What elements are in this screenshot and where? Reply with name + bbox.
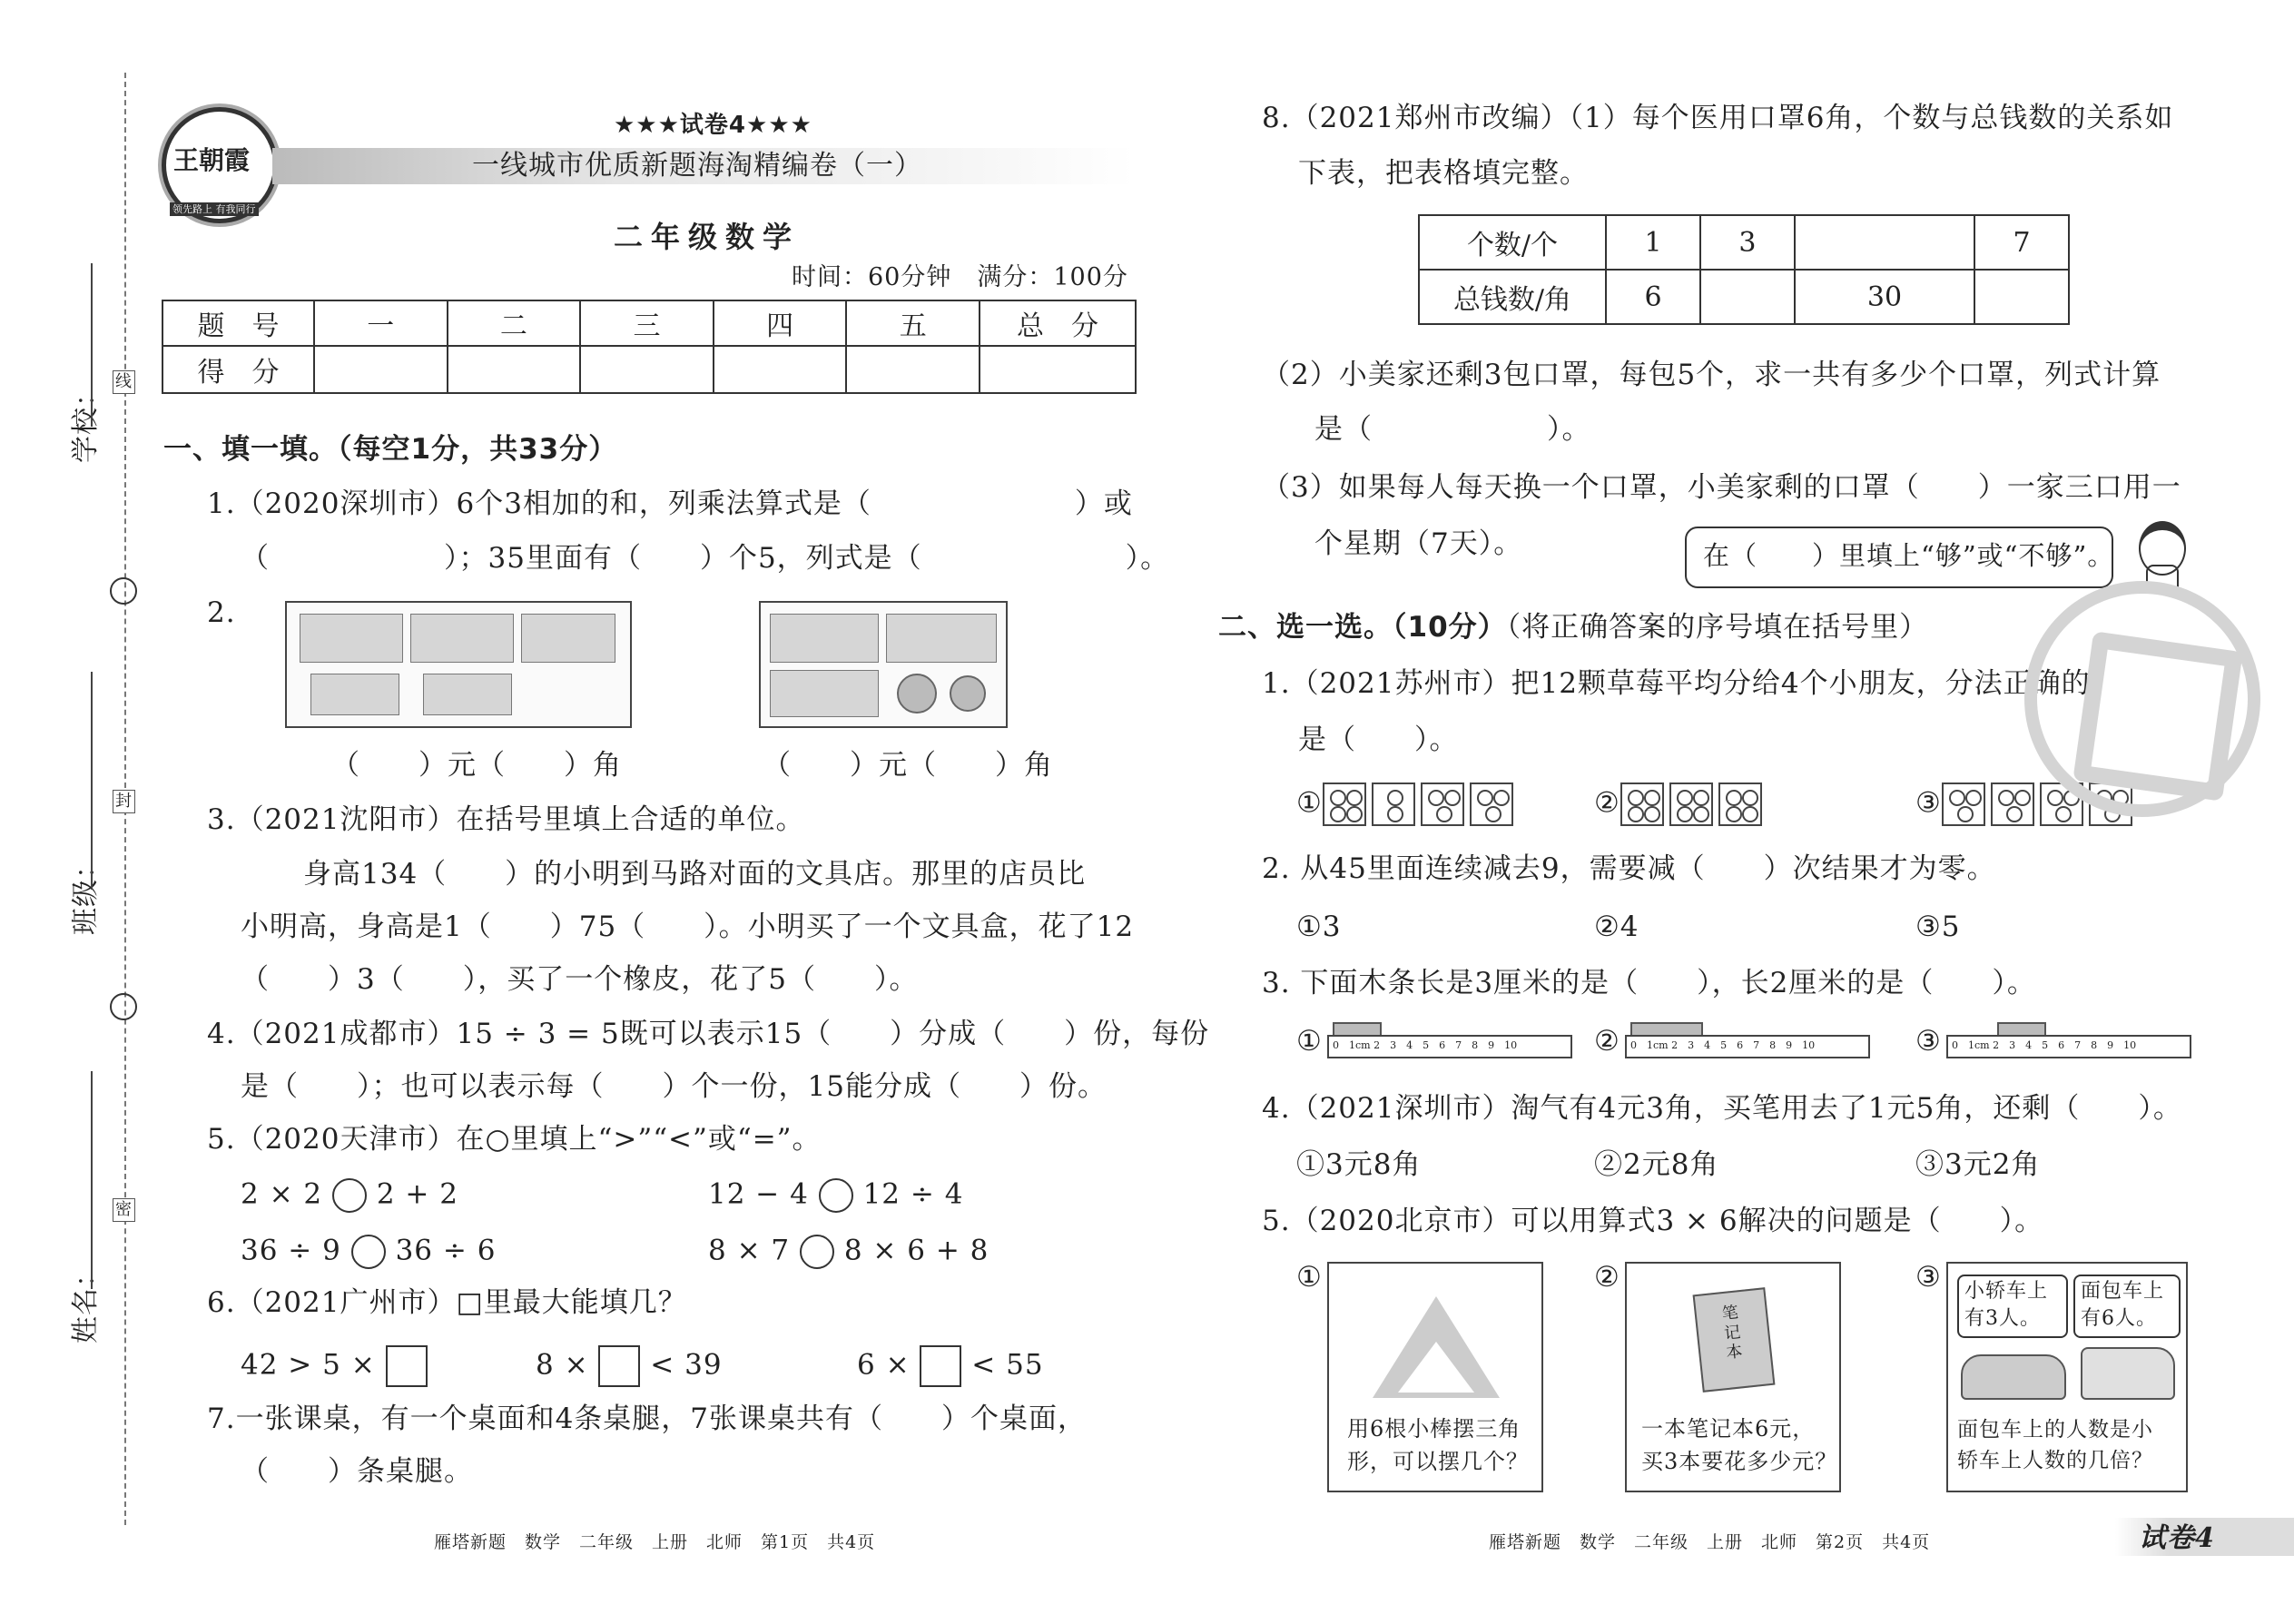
- compare-circle[interactable]: [819, 1178, 853, 1213]
- strawberry-group: [1620, 782, 1664, 826]
- q6-expr: 42 > 5 ×: [241, 1348, 376, 1382]
- mask-price-table: [1418, 214, 2070, 325]
- answer-box[interactable]: [386, 1345, 428, 1387]
- picture-question-line2: 形，可以摆几个？: [1347, 1449, 1529, 1474]
- q6-expr: < 55: [971, 1348, 1044, 1382]
- footer-left: 雁塔新题 数学 二年级 上册 北师 第1页 共4页: [434, 1532, 876, 1552]
- picture-question-line1: 面包车上的人数是小: [1957, 1418, 2153, 1442]
- money-picture-1: [285, 601, 632, 728]
- score-cell[interactable]: [448, 346, 581, 393]
- punch-hole-1: [110, 577, 137, 605]
- s2-q5: 5.（2020北京市）可以用算式3 × 6解决的问题是（ ）。: [1262, 1205, 2044, 1237]
- punch-hole-2: [110, 993, 137, 1020]
- q5-title: 5.（2020天津市）在○里填上“>”“<”或“=”。: [207, 1123, 822, 1156]
- s2-q1-line1: 1.（2021苏州市）把12颗草莓平均分给4个小朋友，分法正确的: [1262, 667, 2091, 700]
- s2-q1-line2: 是（ ）。: [1298, 723, 1459, 756]
- mask-table-blank[interactable]: [1795, 215, 1974, 270]
- q3-line1: 身高134（ ）的小明到马路对面的文具店。那里的店员比: [303, 858, 1087, 891]
- q8-line2: 下表，把表格填完整。: [1298, 157, 1589, 190]
- option-label: ②: [1594, 786, 1620, 820]
- picture-option-label-3: ③: [1915, 1261, 1942, 1294]
- van-speech-line2: 有6人。: [2081, 1307, 2157, 1330]
- q8-part2-line1: （2）小美家还剩3包口罩，每包5个，求一共有多少个口罩，列式计算: [1262, 359, 2161, 391]
- cut-mark-secret: 密: [113, 1198, 135, 1222]
- s2-q2-option-1: ①3: [1296, 910, 1342, 943]
- score-header: 五: [846, 300, 980, 346]
- mask-table-cell: 1: [1606, 215, 1700, 270]
- q8-line1: 8.（2021郑州市改编）（1）每个医用口罩6角，个数与总钱数的关系如: [1262, 102, 2174, 134]
- s2-q2-option-2: ②4: [1594, 910, 1639, 943]
- school-label: 学校：: [70, 379, 102, 463]
- q5-expr: 8 × 6 + 8: [843, 1234, 989, 1267]
- q2-number: 2.: [207, 596, 236, 629]
- picture-question-line1: 一本笔记本6元，: [1641, 1416, 1816, 1442]
- q3-line2: 小明高，身高是1（ ）75（ ）。小明买了一个文具盒，花了12: [241, 910, 1135, 943]
- q8-part3-line1: （3）如果每人每天换一个口罩，小美家剩的口罩（ ）一家三口用一: [1262, 471, 2181, 504]
- sticks-triangle-inner: [1398, 1342, 1474, 1393]
- secret-seal-watermark: [2024, 581, 2260, 817]
- mask-table-cell: 30: [1795, 270, 1974, 324]
- ruler-numbers: 0 1cm 2 3 4 5 6 7 8 9 10: [1630, 1039, 1816, 1051]
- ruler-3: [1946, 1020, 2191, 1066]
- score-header: 二: [448, 300, 581, 346]
- strawberry-group: [1323, 782, 1366, 826]
- q6-title: 6.（2021广州市）□里最大能填几？: [207, 1286, 687, 1319]
- strawberry-group: [1421, 782, 1464, 826]
- score-cell[interactable]: [846, 346, 980, 393]
- bill-5-yuan: [770, 670, 879, 717]
- q5-expr: 36 ÷ 9: [241, 1234, 341, 1267]
- section1-title: 一、填一填。（每空1分，共33分）: [163, 433, 618, 466]
- bill-5-jiao: [310, 674, 399, 715]
- score-header: 总 分: [980, 300, 1136, 346]
- logo-motto: 领先路上 有我同行: [170, 202, 259, 216]
- s2-q2-option-3: ③5: [1915, 910, 1961, 943]
- q5-compare-4: [708, 1235, 989, 1269]
- q4-line1: 4.（2021成都市）15 ÷ 3 = 5既可以表示15（ ）分成（ ）份，每份: [207, 1018, 1210, 1050]
- s2-q1-option-2: [1594, 782, 1767, 826]
- q5-compare-3: [241, 1235, 496, 1269]
- score-cell[interactable]: [714, 346, 847, 393]
- q6-item-3: [857, 1345, 1044, 1387]
- seal-glyph: [2072, 631, 2242, 801]
- bill-20-yuan: [770, 614, 879, 663]
- section2-note: （将正确答案的序号填在括号里）: [1506, 611, 1929, 644]
- bill-2-jiao: [423, 674, 512, 715]
- s2-q3: 3. 下面木条长是3厘米的是（ ），长2厘米的是（ ）。: [1262, 967, 2036, 999]
- score-cell[interactable]: [980, 346, 1136, 393]
- ruler-option-label-3: ③: [1915, 1025, 1942, 1058]
- notebook-image: [1693, 1287, 1776, 1393]
- score-header: 四: [714, 300, 847, 346]
- car-speech-line1: 小轿车上: [1964, 1280, 2049, 1303]
- ruler-2: [1625, 1020, 1870, 1066]
- q2-answer-1: （ ）元（ ）角: [331, 749, 622, 782]
- compare-circle[interactable]: [332, 1178, 367, 1213]
- picture-question-line2: 轿车上人数的几倍？: [1957, 1449, 2153, 1472]
- paper-badge: ★★★试卷4★★★: [614, 112, 812, 139]
- mask-table-cell: 3: [1700, 215, 1795, 270]
- ruler-option-label-1: ①: [1296, 1025, 1323, 1058]
- q5-expr: 12 ÷ 4: [862, 1177, 964, 1211]
- cut-mark-line: 线: [113, 370, 135, 394]
- strawberry-group: [1942, 782, 1985, 826]
- picture-option-3: [1946, 1262, 2188, 1492]
- bill-1-yuan: [521, 614, 615, 663]
- exam-time: 时间：60分钟 满分：100分: [792, 263, 1128, 291]
- score-cell[interactable]: [580, 346, 714, 393]
- bill-20-yuan: [300, 614, 403, 663]
- ruler-option-label-2: ②: [1594, 1025, 1620, 1058]
- car-speech-line2: 有3人。: [1964, 1307, 2041, 1330]
- q5-expr: 36 ÷ 6: [395, 1234, 497, 1267]
- school-field[interactable]: [91, 263, 93, 427]
- s2-q4-option-2: ②2元8角: [1594, 1148, 1719, 1181]
- cut-mark-seal: 封: [113, 790, 135, 813]
- girl-illustration: [2133, 517, 2190, 590]
- strawberry-group: [1669, 782, 1713, 826]
- q6-item-2: [536, 1345, 723, 1387]
- q5-expr: 12 − 4: [708, 1177, 809, 1211]
- mask-table-header: 个数/个: [1419, 215, 1606, 270]
- name-label: 姓名：: [70, 1259, 102, 1343]
- score-header: 题 号: [162, 300, 314, 346]
- q5-expr: 2 + 2: [376, 1177, 458, 1211]
- q6-expr: < 39: [650, 1348, 723, 1382]
- class-field[interactable]: [91, 672, 93, 890]
- mask-table-cell: 7: [1974, 215, 2069, 270]
- car-image: [1961, 1354, 2066, 1400]
- class-label: 班级：: [70, 851, 102, 935]
- bill-5-yuan: [410, 614, 514, 663]
- compare-circle[interactable]: [800, 1235, 834, 1269]
- q4-line2: 是（ ）；也可以表示每（ ）个一份，15能分成（ ）份。: [241, 1070, 1107, 1103]
- picture-option-2: [1625, 1262, 1841, 1492]
- q5-compare-1: [241, 1178, 458, 1213]
- score-header: 三: [580, 300, 714, 346]
- footer-tag: 试卷4: [2139, 1522, 2215, 1554]
- picture-question-line1: 用6根小棒摆三角: [1347, 1416, 1521, 1442]
- mask-table-blank[interactable]: [1974, 270, 2069, 324]
- score-header: 一: [314, 300, 448, 346]
- hint-bubble: [1685, 527, 2113, 588]
- notebook-label: 笔记本: [1720, 1303, 1745, 1363]
- q8-part3-line2: 个星期（7天）。: [1314, 527, 1523, 560]
- ruler-scale: [1946, 1035, 2191, 1058]
- mask-table-blank[interactable]: [1700, 270, 1795, 324]
- strawberry-group: [1470, 782, 1513, 826]
- hint-text: 在（ ）里填上“够”或“不够”。: [1703, 540, 2115, 571]
- picture-option-1: [1327, 1262, 1543, 1492]
- q5-expr: 8 × 7: [708, 1234, 791, 1267]
- picture-option-label-2: ②: [1594, 1261, 1620, 1294]
- q7-line2: （ ）条桌腿。: [241, 1455, 473, 1488]
- answer-box[interactable]: [598, 1345, 640, 1387]
- q3-line3: （ ）3（ ），买了一个橡皮，花了5（ ）。: [241, 963, 919, 996]
- s2-q2: 2. 从45里面连续减去9，需要减（ ）次结果才为零。: [1262, 852, 1996, 885]
- s2-q1-option-1: [1296, 782, 1519, 826]
- s2-q4-option-1: ①3元8角: [1296, 1148, 1422, 1181]
- series-title: 一线城市优质新题海淘精编卷（一）: [472, 150, 922, 182]
- strawberry-group: [1991, 782, 2034, 826]
- q2-answer-2: （ ）元（ ）角: [763, 749, 1053, 782]
- compare-circle[interactable]: [351, 1235, 386, 1269]
- q3-title: 3.（2021沈阳市）在括号里填上合适的单位。: [207, 803, 805, 836]
- option-label: ③: [1915, 786, 1942, 820]
- logo: [162, 107, 278, 223]
- van-image: [2081, 1347, 2175, 1400]
- q1-line2: （ ）；35里面有（ ）个5，列式是（ ）。: [241, 542, 1170, 575]
- bill-10-yuan: [886, 614, 997, 663]
- option-label: ①: [1296, 786, 1323, 820]
- ruler-1: [1327, 1020, 1572, 1066]
- section2-heading: 二、选一选。（10分）: [1218, 611, 1507, 644]
- score-table: [162, 300, 1137, 394]
- van-speech-bubble: [2073, 1275, 2181, 1338]
- ruler-scale: [1327, 1035, 1572, 1058]
- mask-table-cell: 6: [1606, 270, 1700, 324]
- q8-part2-line2: 是（ ）。: [1314, 413, 1591, 446]
- logo-name: 王朝霞: [173, 145, 251, 175]
- q1-line1: 1.（2020深圳市）6个3相加的和，列乘法算式是（ ）或: [207, 487, 1133, 520]
- picture-option-label-1: ①: [1296, 1261, 1323, 1294]
- ruler-numbers: 0 1cm 2 3 4 5 6 7 8 9 10: [1333, 1039, 1518, 1051]
- subject-title: 二年级数学: [614, 220, 801, 254]
- q5-expr: 2 × 2: [241, 1177, 323, 1211]
- name-field[interactable]: [91, 1071, 93, 1289]
- q6-expr: 8 ×: [536, 1348, 589, 1382]
- score-cell[interactable]: [314, 346, 448, 393]
- money-picture-2: [759, 601, 1008, 728]
- s2-q4: 4.（2021深圳市）淘气有4元3角，买笔用去了1元5角，还剩（ ）。: [1262, 1092, 2182, 1125]
- strawberry-group: [1372, 782, 1415, 826]
- ruler-scale: [1625, 1035, 1870, 1058]
- strawberry-group: [1718, 782, 1762, 826]
- car-speech-bubble: [1957, 1275, 2068, 1338]
- mask-table-header: 总钱数/角: [1419, 270, 1606, 324]
- section2-title: [1218, 611, 1929, 644]
- q5-compare-2: [708, 1178, 963, 1213]
- s2-q4-option-3: ③3元2角: [1915, 1148, 2041, 1181]
- picture-question-line2: 买3本要花多少元？: [1641, 1449, 1838, 1474]
- q6-expr: 6 ×: [857, 1348, 911, 1382]
- coin-1-yuan: [897, 674, 937, 714]
- coin-1-jiao: [950, 675, 986, 712]
- q7-line1: 7.一张课桌，有一个桌面和4条桌腿，7张课桌共有（ ）个桌面，: [207, 1403, 1088, 1435]
- van-speech-line1: 面包车上: [2081, 1280, 2165, 1303]
- footer-right: 雁塔新题 数学 二年级 上册 北师 第2页 共4页: [1489, 1532, 1931, 1552]
- ruler-numbers: 0 1cm 2 3 4 5 6 7 8 9 10: [1952, 1039, 2137, 1051]
- q6-item-1: [241, 1345, 428, 1387]
- answer-box[interactable]: [920, 1345, 961, 1387]
- score-label: 得 分: [162, 346, 314, 393]
